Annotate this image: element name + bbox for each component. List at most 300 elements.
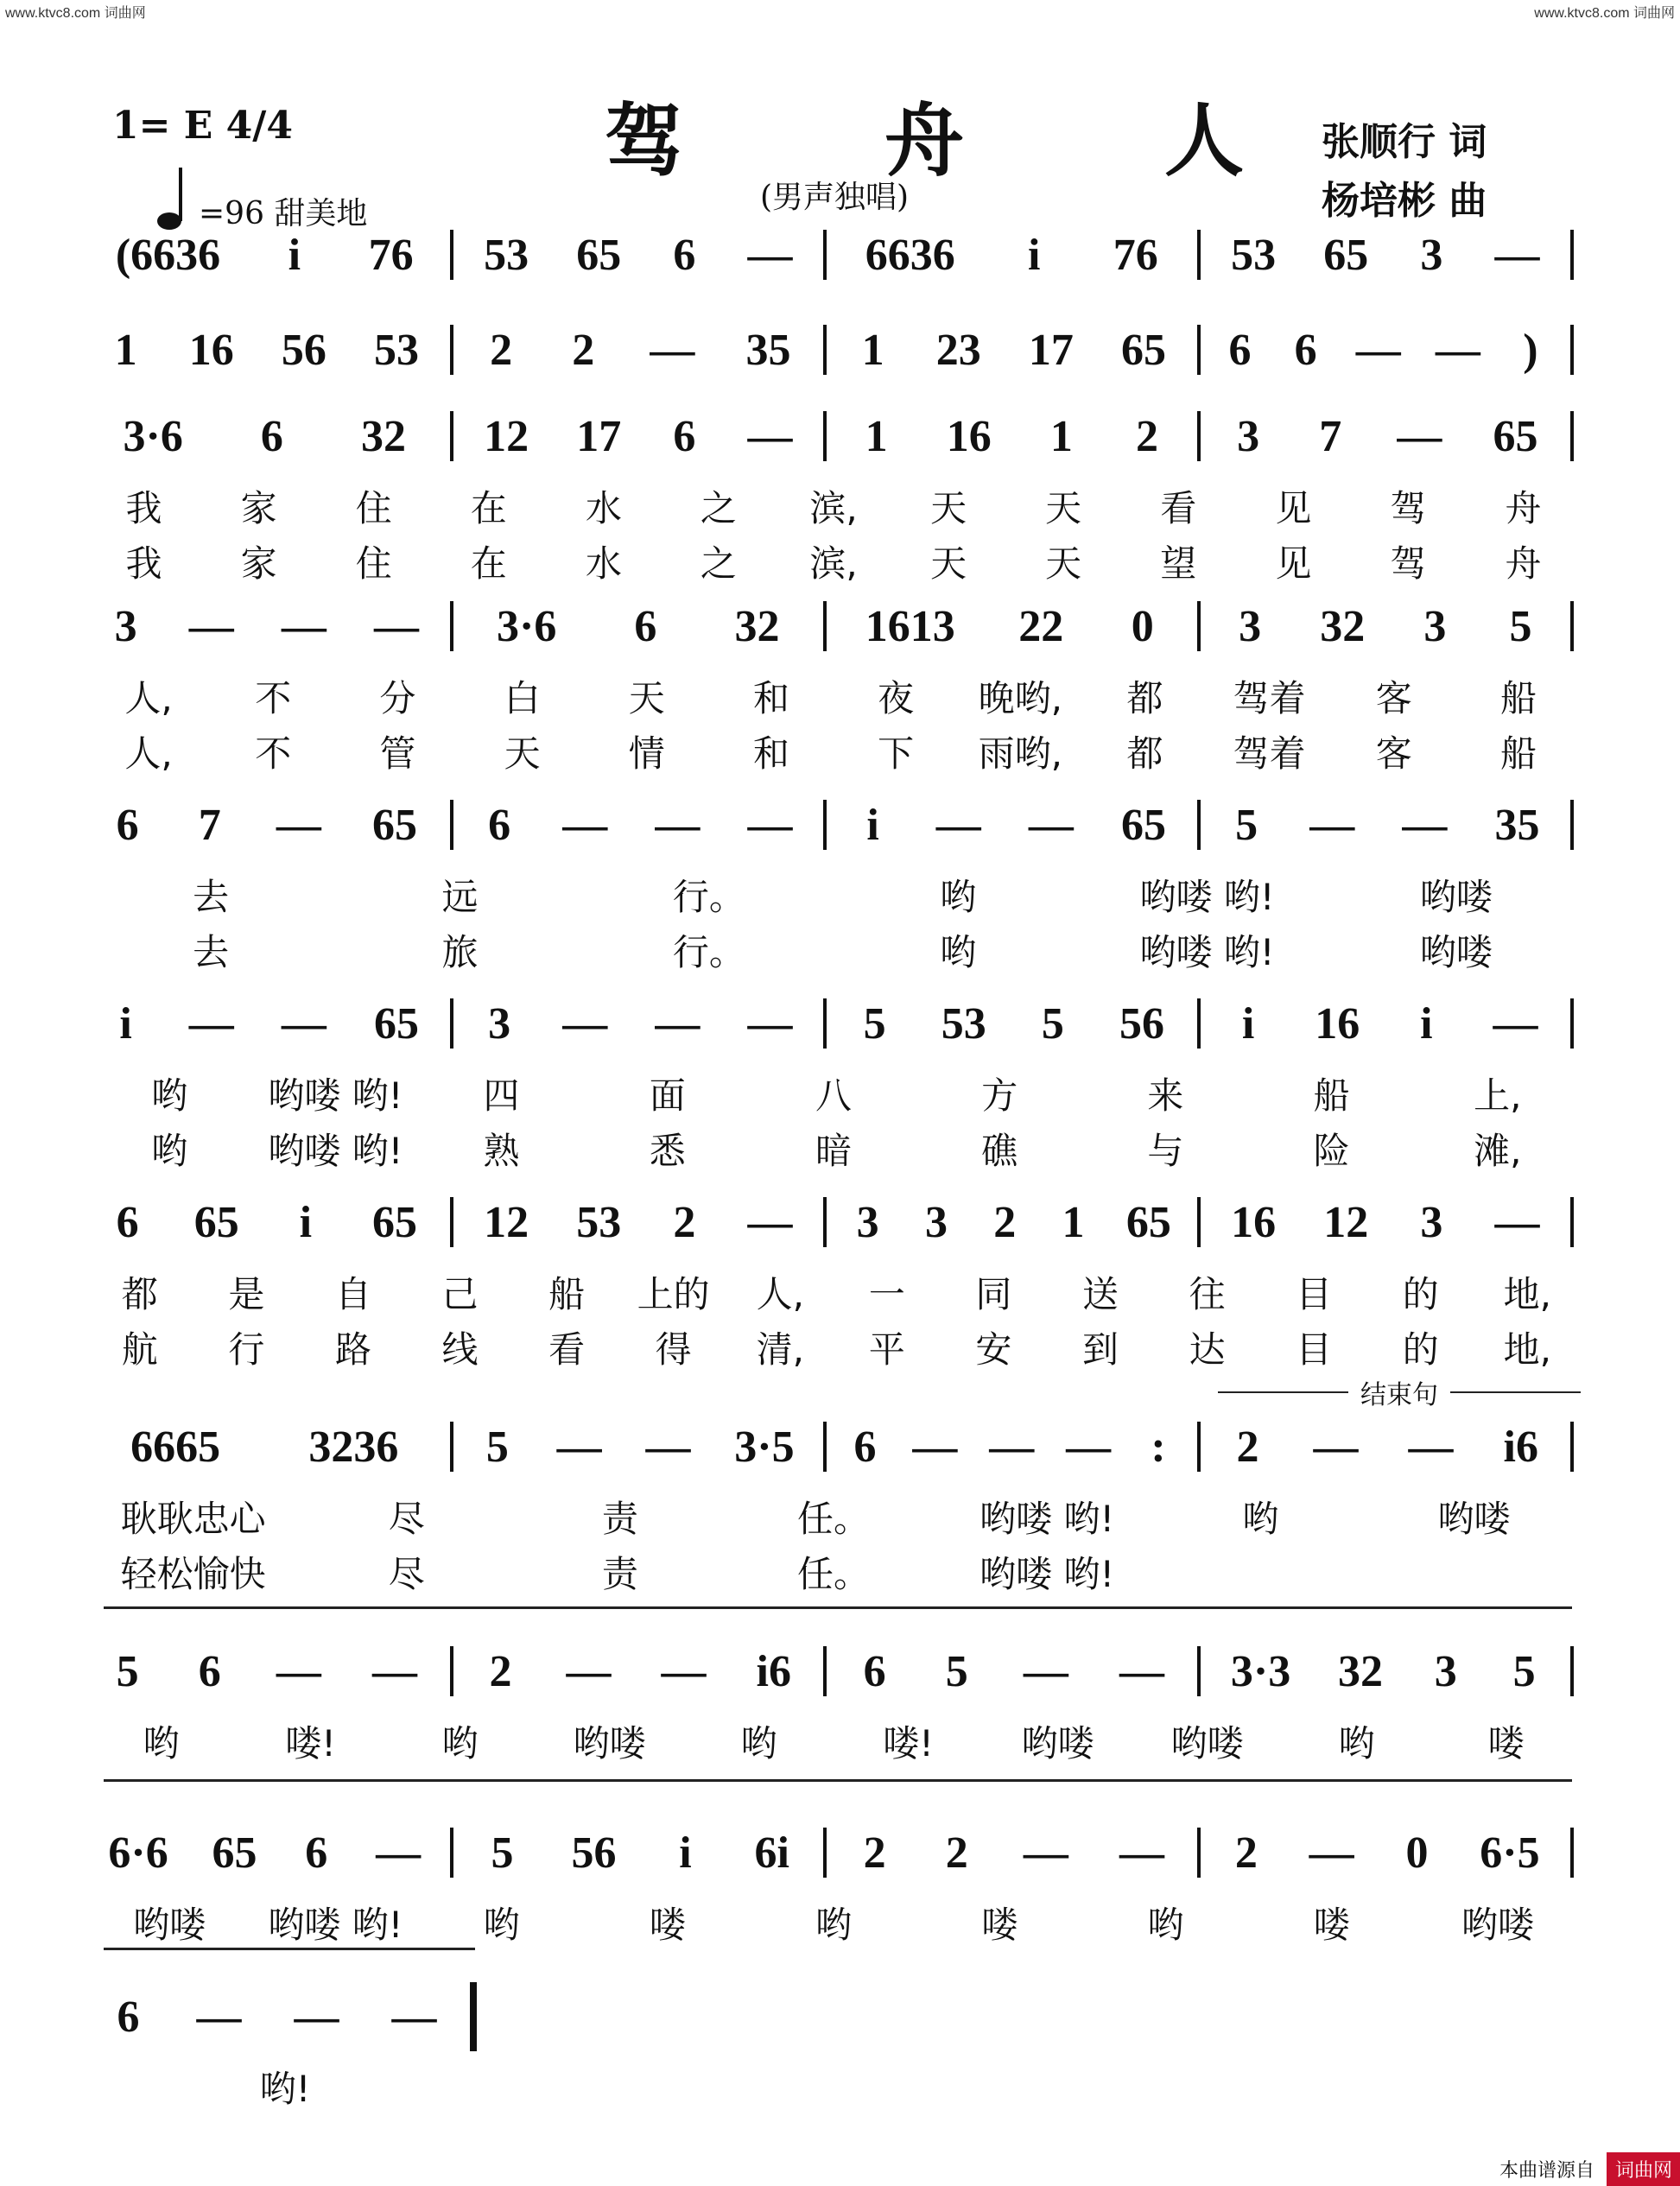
measure <box>834 1197 1190 1248</box>
note: 2 <box>1234 1828 1258 1878</box>
lyric-word: 责 <box>601 1553 638 1595</box>
lyric-word: 天 <box>504 732 541 775</box>
note: 65 <box>371 1197 417 1247</box>
note: 6 <box>1228 325 1252 375</box>
lyric-word: 行 <box>228 1328 265 1371</box>
lyric-word: 的 <box>1402 1328 1439 1371</box>
lyric-word: 的 <box>1402 1273 1439 1315</box>
lyric-word: 来 <box>1147 1074 1184 1117</box>
barline <box>1197 325 1201 375</box>
lyric-verse-1 <box>86 1897 1581 1948</box>
barline <box>1197 1828 1201 1878</box>
note: i <box>1028 230 1041 280</box>
barline <box>1570 1828 1574 1878</box>
lyric-word: 行。 <box>672 876 745 918</box>
note: 3 <box>1434 1646 1457 1696</box>
barline <box>1197 800 1201 850</box>
lyric-word: 哟喽 <box>1021 1722 1094 1765</box>
barline <box>1570 411 1574 461</box>
lyric-verse-1 <box>86 2061 484 2113</box>
note: 12 <box>1323 1197 1369 1247</box>
measure <box>834 1828 1190 1879</box>
note: 23 <box>935 325 981 375</box>
note: — <box>373 601 419 651</box>
lyric-word: 耿耿忠心 <box>120 1498 266 1540</box>
lyric-word: 目 <box>1296 1273 1333 1315</box>
note: i6 <box>756 1646 791 1696</box>
note: — <box>1028 800 1074 850</box>
lyric-word: 和 <box>752 677 789 719</box>
note: 17 <box>576 411 622 461</box>
note: — <box>1402 800 1448 850</box>
measure <box>834 325 1190 376</box>
note: 5 <box>1235 800 1258 850</box>
measure <box>86 1197 443 1248</box>
note: — <box>188 601 234 651</box>
note: 5 <box>945 1646 968 1696</box>
lyric-word: 自 <box>334 1273 371 1315</box>
barline <box>1570 998 1574 1049</box>
note: 65 <box>1120 325 1166 375</box>
lyric-word: 在 <box>470 542 507 585</box>
note: i6 <box>1503 1422 1538 1472</box>
lyric-verse-1 <box>86 1266 1581 1318</box>
measure <box>834 230 1190 281</box>
note: — <box>196 1992 242 2042</box>
lyric-word: 喽! <box>285 1722 336 1765</box>
divider <box>104 1606 1572 1609</box>
note: 3 <box>114 601 137 651</box>
note: 76 <box>368 230 414 280</box>
measure <box>834 1646 1190 1697</box>
lyric-word: 哟喽 哟! <box>268 1130 403 1172</box>
lyric-word: 雨哟, <box>978 732 1062 775</box>
barline <box>1197 230 1201 280</box>
barline <box>823 800 827 850</box>
note: — <box>1309 800 1355 850</box>
lyric-word: 情 <box>628 732 665 775</box>
note: 0 <box>1405 1828 1429 1878</box>
tempo-text: =96 甜美地 <box>199 196 368 231</box>
note: 32 <box>1320 601 1366 651</box>
measure <box>86 1992 463 2043</box>
note: 6 <box>853 1422 877 1472</box>
lyric-word: 驾着 <box>1233 677 1306 719</box>
lyric-word: 哟喽 <box>1437 1498 1511 1540</box>
lyric-word: 天 <box>1045 542 1082 585</box>
lyric-word: 哟 <box>143 1722 180 1765</box>
note: 2 <box>572 325 595 375</box>
note: — <box>747 230 793 280</box>
lyric-word: 都 <box>1126 677 1163 719</box>
note: i <box>288 230 301 280</box>
barline <box>1197 1422 1201 1472</box>
barline <box>823 325 827 375</box>
lyric-word: 地, <box>1503 1328 1551 1371</box>
note: — <box>281 601 326 651</box>
note: 1 <box>861 325 884 375</box>
final-barline <box>470 1982 477 2051</box>
note: — <box>562 998 608 1049</box>
note: 65 <box>576 230 622 280</box>
lyric-word: 下 <box>878 732 915 775</box>
note: 3·6 <box>497 601 557 651</box>
measure <box>460 1422 817 1473</box>
note: 0 <box>1131 601 1154 651</box>
barline <box>450 998 453 1049</box>
measure <box>86 325 443 376</box>
measure <box>834 998 1190 1049</box>
lyric-word: 往 <box>1189 1273 1226 1315</box>
note: — <box>1494 230 1540 280</box>
lyric-word: 哟 <box>940 876 977 918</box>
note: 3 <box>1239 601 1262 651</box>
lyric-verse-2 <box>86 924 1581 976</box>
lyric-word: 晚哟, <box>978 677 1062 719</box>
note: i <box>1241 998 1255 1049</box>
note: — <box>276 1646 321 1696</box>
lyric-word: 天 <box>628 677 665 719</box>
barline <box>450 1197 453 1247</box>
note-line <box>86 993 1581 1054</box>
lyric-word: 熟 <box>483 1130 520 1172</box>
note: — <box>556 1422 602 1472</box>
barline <box>450 1646 453 1696</box>
measure <box>460 601 817 652</box>
lyric-word <box>1367 1546 1581 1598</box>
note-line <box>86 320 1581 380</box>
lyric-word: 达 <box>1189 1328 1226 1371</box>
lyric-word: 和 <box>752 732 789 775</box>
measure <box>460 998 817 1049</box>
note: 2 <box>489 1646 512 1696</box>
note: 65 <box>1125 1197 1171 1247</box>
note: 6665 <box>130 1422 221 1472</box>
lyric-word: 不 <box>255 732 292 775</box>
lyricist: 张顺行 词 <box>1322 120 1487 164</box>
note: — <box>661 1646 707 1696</box>
barline <box>823 601 827 651</box>
lyric-word: 驾着 <box>1233 732 1306 775</box>
barline <box>823 1646 827 1696</box>
barline <box>823 1197 827 1247</box>
note: 2 <box>993 1197 1017 1247</box>
lyric-word: 哟喽 哟! <box>979 1498 1115 1540</box>
lyric-word: 八 <box>815 1074 852 1117</box>
measure <box>86 800 443 851</box>
note: 6 <box>116 800 139 850</box>
measure <box>86 230 443 281</box>
lyric-word: 去 <box>193 931 230 973</box>
measure <box>1208 1197 1564 1248</box>
page-title: 驾 舟 人 <box>605 94 1331 187</box>
lyric-word: 人, <box>756 1273 804 1315</box>
lyric-word: 同 <box>975 1273 1012 1315</box>
note-line <box>86 1822 1581 1883</box>
note: 6 <box>116 1197 139 1247</box>
lyric-verse-1 <box>86 869 1581 921</box>
barline <box>1570 230 1574 280</box>
watermark-left: www.ktvc8.com 词曲网 <box>5 6 146 21</box>
note: 53 <box>576 1197 622 1247</box>
barline <box>1570 800 1574 850</box>
note: 3·6 <box>123 411 183 461</box>
note: 6 <box>1294 325 1317 375</box>
lyric-word: 与 <box>1147 1130 1184 1172</box>
lyric-word: 哟喽 <box>133 1904 206 1946</box>
composer: 杨培彬 曲 <box>1322 179 1487 223</box>
footer-badge[interactable]: 词曲网 <box>1607 2152 1680 2186</box>
note: 53 <box>484 230 529 280</box>
barline <box>1197 1646 1201 1696</box>
lyric-word: 尽 <box>388 1498 425 1540</box>
lyric-word: 见 <box>1275 542 1312 585</box>
note: — <box>650 325 695 375</box>
barline <box>823 1422 827 1472</box>
note: 6 <box>488 800 511 850</box>
note: — <box>645 1422 691 1472</box>
lyric-word: 喽! <box>883 1722 934 1765</box>
lyric-word: 方 <box>981 1074 1018 1117</box>
note: 6636 <box>865 230 955 280</box>
measure <box>86 1828 443 1879</box>
note: 2 <box>1236 1422 1259 1472</box>
note: 3 <box>924 1197 948 1247</box>
note: 2 <box>673 1197 696 1247</box>
measure <box>834 1422 1190 1473</box>
barline <box>450 411 453 461</box>
barline <box>1570 1646 1574 1696</box>
note: — <box>1023 1828 1068 1878</box>
measure <box>834 411 1190 462</box>
barline <box>823 230 827 280</box>
note-line <box>86 1986 484 2047</box>
note: — <box>1493 998 1538 1049</box>
note: 6 <box>260 411 283 461</box>
lyric-word: 礁 <box>981 1130 1018 1172</box>
lyric-verse-2 <box>86 1321 1581 1373</box>
lyric-word: 家 <box>240 542 277 585</box>
note: 16 <box>1315 998 1360 1049</box>
lyric-word: 暗 <box>815 1130 852 1172</box>
lyric-word: 船 <box>548 1273 586 1315</box>
lyric-word: 看 <box>1160 487 1197 529</box>
note: 32 <box>734 601 780 651</box>
lyric-verse-1 <box>86 1068 1581 1119</box>
note: 17 <box>1028 325 1074 375</box>
lyric-word: 舟 <box>1505 542 1542 585</box>
note: — <box>391 1992 437 2042</box>
measure <box>1208 325 1564 376</box>
lyric-word: 哟 <box>1242 1498 1279 1540</box>
note: i <box>1420 998 1433 1049</box>
note: — <box>1119 1646 1164 1696</box>
note: — <box>281 998 326 1049</box>
lyric-word: 住 <box>355 487 392 529</box>
barline <box>1570 601 1574 651</box>
lyric-word: 去 <box>193 876 230 918</box>
lyric-word: 航 <box>121 1328 158 1371</box>
lyric-word: 都 <box>1126 732 1163 775</box>
measure <box>460 1646 817 1697</box>
note-line <box>86 406 1581 466</box>
measure <box>1208 1646 1564 1697</box>
note: i <box>299 1197 313 1247</box>
lyric-word: 在 <box>470 487 507 529</box>
note: 2 <box>863 1828 886 1878</box>
lyric-word: 上, <box>1474 1074 1522 1117</box>
lyric-word: 悉 <box>649 1130 686 1172</box>
lyric-word: 行。 <box>672 931 745 973</box>
ending-marker <box>1218 1373 1581 1411</box>
note: — <box>1494 1197 1540 1247</box>
note: — <box>376 1828 422 1878</box>
watermark-right: www.ktvc8.com 词曲网 <box>1534 6 1675 21</box>
lyric-word: 驾 <box>1390 487 1427 529</box>
barline <box>450 230 453 280</box>
lyric-word: 四 <box>483 1074 520 1117</box>
lyric-word: 喽 <box>981 1904 1018 1946</box>
lyric-word: 哟喽 哟! <box>268 1074 403 1117</box>
lyric-word: 责 <box>601 1498 638 1540</box>
note: — <box>566 1646 612 1696</box>
measure <box>86 411 443 462</box>
note: ) <box>1523 325 1538 375</box>
subtitle: (男声独唱) <box>760 180 910 215</box>
note: 65 <box>373 998 419 1049</box>
note: — <box>1313 1422 1359 1472</box>
measure <box>86 601 443 652</box>
lyric-word: 船 <box>1499 677 1537 719</box>
note: — <box>1397 411 1442 461</box>
lyric-word: 是 <box>228 1273 265 1315</box>
tempo-mark <box>155 164 367 233</box>
lyric-word: 喽 <box>1487 1722 1525 1765</box>
lyric-word: 地, <box>1503 1273 1551 1315</box>
lyric-verse-1 <box>86 670 1581 722</box>
lyric-word: 哟 <box>940 931 977 973</box>
lyric-verse-1 <box>86 480 1581 532</box>
barline <box>450 1422 453 1472</box>
lyric-word: 轻松愉快 <box>120 1553 266 1595</box>
barline <box>450 800 453 850</box>
note: 6 <box>117 1992 140 2042</box>
lyric-word: 哟! <box>259 2068 311 2110</box>
note: — <box>1023 1646 1068 1696</box>
lyric-verse-1 <box>86 1715 1581 1767</box>
lyric-word: 住 <box>355 542 392 585</box>
note: 56 <box>571 1828 617 1878</box>
lyric-word: 面 <box>649 1074 686 1117</box>
barline <box>1197 998 1201 1049</box>
lyric-word: 驾 <box>1390 542 1427 585</box>
lyric-word: 到 <box>1081 1328 1119 1371</box>
lyric-word: 滩, <box>1474 1130 1522 1172</box>
note: 6 <box>198 1646 221 1696</box>
barline <box>823 998 827 1049</box>
note: 16 <box>1231 1197 1277 1247</box>
measure <box>460 230 817 281</box>
note: 22 <box>1018 601 1064 651</box>
note: 5 <box>1509 601 1532 651</box>
note: 3 <box>856 1197 879 1247</box>
lyric-word: 喽 <box>649 1904 686 1946</box>
lyric-word: 之 <box>700 487 737 529</box>
note: i <box>866 800 879 850</box>
note: — <box>747 411 793 461</box>
note: 6 <box>305 1828 328 1878</box>
key-signature: 1= E 4/4 <box>112 104 293 148</box>
note: 65 <box>193 1197 239 1247</box>
measure <box>460 800 817 851</box>
note-line <box>86 596 1581 656</box>
note: 53 <box>941 998 986 1049</box>
lyric-word: 哟喽 <box>1419 876 1493 918</box>
note: — <box>655 998 701 1049</box>
lyric-word: 哟喽 <box>1419 931 1493 973</box>
lyric-word: 我 <box>125 487 162 529</box>
lyric-word: 人, <box>124 732 173 775</box>
measure <box>460 1828 817 1879</box>
lyric-word: 哟 <box>151 1130 188 1172</box>
note: — <box>188 998 234 1049</box>
note: 32 <box>360 411 406 461</box>
lyric-word: 滨, <box>809 487 858 529</box>
lyric-word: 险 <box>1313 1130 1350 1172</box>
lyric-word: 舟 <box>1505 487 1542 529</box>
note: 6 <box>673 230 696 280</box>
note-line <box>86 225 1581 285</box>
note: — <box>989 1422 1035 1472</box>
note: — <box>655 800 701 850</box>
lyric-word: 送 <box>1081 1273 1119 1315</box>
note: 5 <box>116 1646 139 1696</box>
note: 6 <box>634 601 657 651</box>
note: 1 <box>1062 1197 1085 1247</box>
lyric-word: 船 <box>1499 732 1537 775</box>
note: 53 <box>373 325 419 375</box>
measure <box>460 325 817 376</box>
note: 65 <box>1323 230 1369 280</box>
note: 35 <box>1494 800 1540 850</box>
note: 53 <box>1231 230 1277 280</box>
barline <box>1570 1197 1574 1247</box>
note: 3 <box>488 998 511 1049</box>
note: 12 <box>484 411 529 461</box>
measure <box>1208 230 1564 281</box>
measure <box>1208 800 1564 851</box>
lyric-word: 看 <box>548 1328 586 1371</box>
note: 56 <box>1119 998 1164 1049</box>
note: — <box>1309 1828 1354 1878</box>
note: 3 <box>1420 230 1443 280</box>
note: 5 <box>863 998 886 1049</box>
note: — <box>371 1646 417 1696</box>
note: — <box>935 800 981 850</box>
measure <box>460 1197 817 1248</box>
note: 7 <box>198 800 221 850</box>
lyric-word: 平 <box>868 1328 905 1371</box>
note: 2 <box>1135 411 1158 461</box>
lyric-word: 哟喽 <box>1461 1904 1534 1946</box>
barline <box>450 325 453 375</box>
note: — <box>562 800 608 850</box>
lyric-word: 哟喽 哟! <box>1139 876 1275 918</box>
note: 56 <box>281 325 326 375</box>
lyric-word: 哟喽 哟! <box>1139 931 1275 973</box>
lyric-word: 任。 <box>796 1553 870 1595</box>
lyric-word: 哟喽 <box>1170 1722 1244 1765</box>
